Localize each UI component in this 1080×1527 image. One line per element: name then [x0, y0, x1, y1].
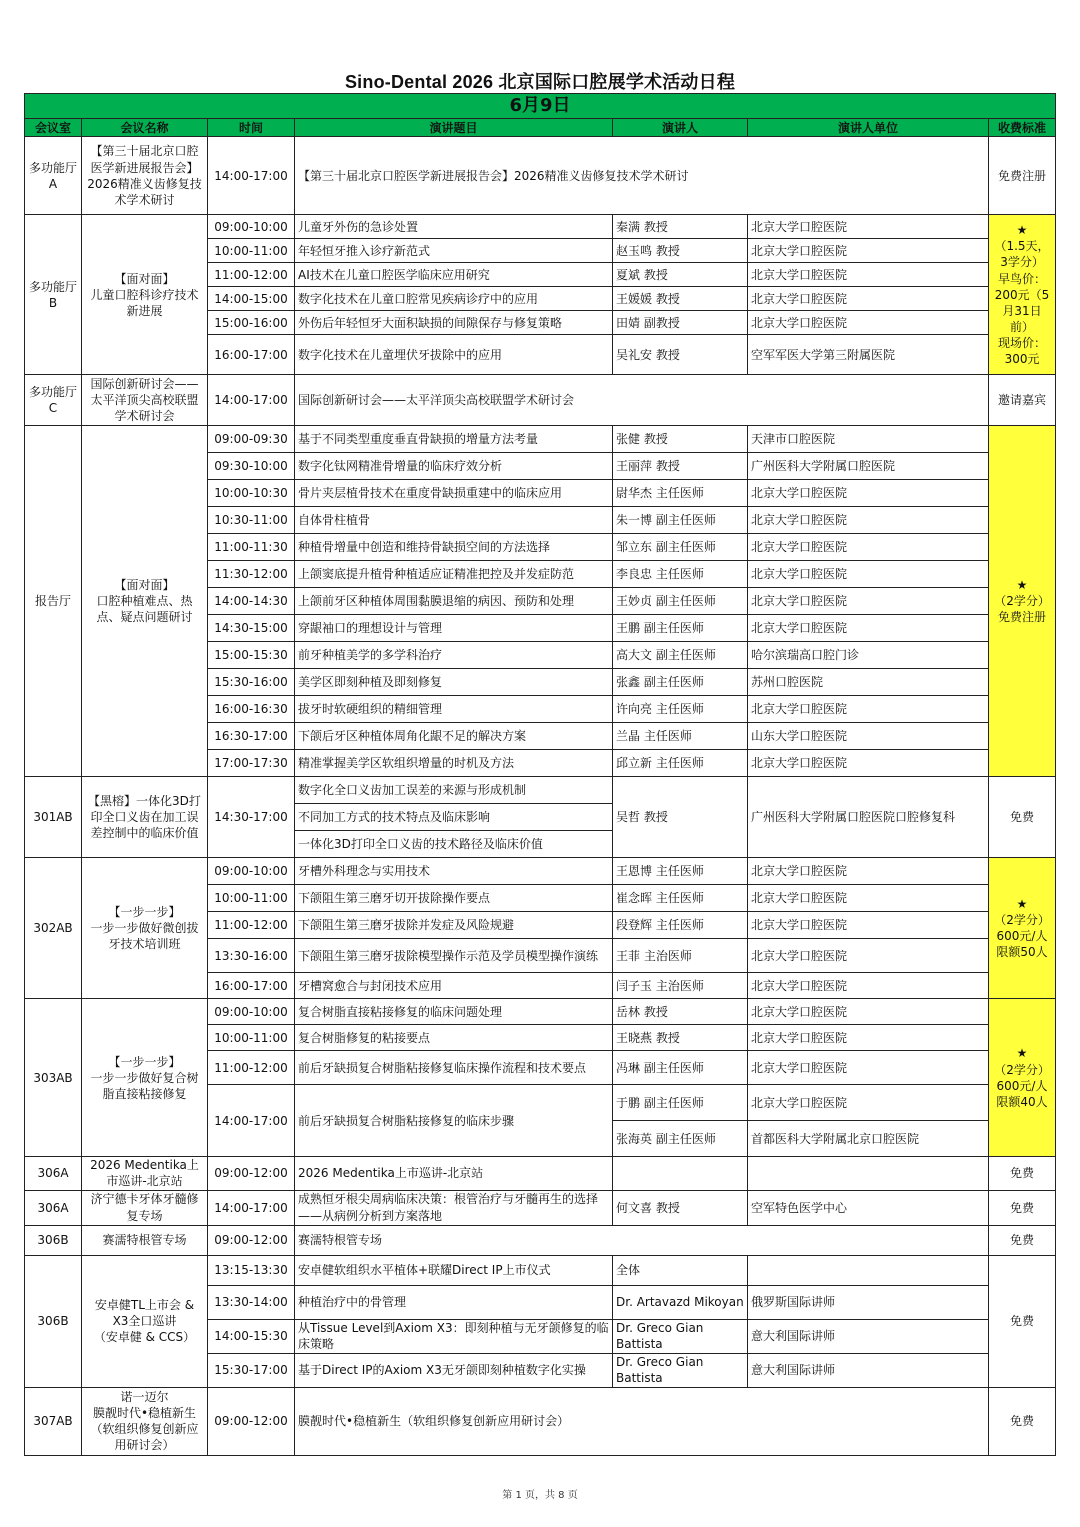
topic-cell: 儿童牙外伤的急诊处置 [295, 215, 613, 239]
speaker-cell: 田婧 副教授 [613, 311, 748, 335]
topic-cell: 前后牙缺损复合树脂粘接修复临床操作流程和技术要点 [295, 1051, 613, 1085]
topic-cell: 牙槽外科理念与实用技术 [295, 858, 613, 885]
affiliation-cell [748, 1255, 989, 1285]
header-row [25, 119, 1056, 137]
speaker-cell: 王妙贞 副主任医师 [613, 588, 748, 615]
table-row [25, 1157, 1056, 1190]
affiliation-cell: 北京大学口腔医院 [748, 534, 989, 561]
topic-cell: 基于不同类型重度垂直骨缺损的增量方法考量 [295, 426, 613, 453]
affiliation-cell: 北京大学口腔医院 [748, 507, 989, 534]
topic-cell: 前牙种植美学的多学科治疗 [295, 642, 613, 669]
time-cell: 17:00-17:30 [208, 750, 295, 777]
time-cell: 15:30-17:00 [208, 1353, 295, 1387]
topic-cell: 一体化3D打印全口义齿的技术路径及临床价值 [295, 831, 613, 858]
affiliation-cell: 北京大学口腔医院 [748, 615, 989, 642]
time-cell: 11:00-12:00 [208, 263, 295, 287]
room-cell: 306A [25, 1190, 82, 1225]
affiliation-cell: 北京大学口腔医院 [748, 1051, 989, 1085]
room-cell: 多功能厅 B [25, 215, 82, 375]
fee-cell: 免费 [989, 1255, 1056, 1387]
page-footer: 第 1 页，共 8 页 [502, 1490, 578, 1501]
topic-cell: 穿龈袖口的理想设计与管理 [295, 615, 613, 642]
speaker-cell: 邱立新 主任医师 [613, 750, 748, 777]
time-cell: 10:00-10:30 [208, 480, 295, 507]
time-cell: 09:00-10:00 [208, 215, 295, 239]
fee-cell: ★ （2学分） 600元/人 限额50人 [989, 858, 1056, 999]
fee-cell: 免费 [989, 1190, 1056, 1225]
speaker-cell: 王晓燕 教授 [613, 1025, 748, 1051]
meeting-name-cell: 2026 Medentika上市巡讲-北京站 [82, 1157, 208, 1190]
time-cell: 11:00-12:00 [208, 1051, 295, 1085]
topic-cell: 牙槽窝愈合与封闭技术应用 [295, 973, 613, 999]
speaker-cell: 崔念晖 主任医师 [613, 885, 748, 912]
table-row [25, 375, 1056, 426]
topic-cell: 复合树脂修复的粘接要点 [295, 1025, 613, 1051]
topic-cell: 上颌窦底提升植骨种植适应证精准把控及并发症防范 [295, 561, 613, 588]
table-row [25, 426, 1056, 453]
time-cell: 11:00-12:00 [208, 912, 295, 939]
meeting-name-cell: 【黑榕】一体化3D打印全口义齿在加工误差控制中的临床价值 [82, 777, 208, 858]
time-cell: 15:00-15:30 [208, 642, 295, 669]
affiliation-cell: 俄罗斯国际讲师 [748, 1285, 989, 1319]
topic-cell: 膜靓时代•稳植新生（软组织修复创新应用研讨会） [295, 1387, 989, 1455]
speaker-cell: 吴哲 教授 [613, 777, 748, 858]
affiliation-cell: 北京大学口腔医院 [748, 287, 989, 311]
meeting-name-cell: 国际创新研讨会——太平洋顶尖高校联盟学术研讨会 [82, 375, 208, 426]
time-cell: 14:00-15:00 [208, 287, 295, 311]
speaker-cell: 夏斌 教授 [613, 263, 748, 287]
time-cell: 14:30-17:00 [208, 777, 295, 858]
topic-cell: 2026 Medentika上市巡讲-北京站 [295, 1157, 613, 1190]
speaker-cell: 许向亮 主任医师 [613, 696, 748, 723]
time-cell: 15:00-16:00 [208, 311, 295, 335]
affiliation-cell: 北京大学口腔医院 [748, 939, 989, 973]
topic-cell: 安卓健软组织水平植体+联耀Direct IP上市仪式 [295, 1255, 613, 1285]
topic-cell: 年轻恒牙推入诊疗新范式 [295, 239, 613, 263]
topic-cell: 复合树脂直接粘接修复的临床问题处理 [295, 999, 613, 1025]
time-cell: 09:00-12:00 [208, 1225, 295, 1255]
speaker-cell: 岳林 教授 [613, 999, 748, 1025]
speaker-cell: 秦满 教授 [613, 215, 748, 239]
speaker-cell: 尉华杰 主任医师 [613, 480, 748, 507]
speaker-cell: Dr. Greco Gian Battista [613, 1353, 748, 1387]
affiliation-cell: 北京大学口腔医院 [748, 750, 989, 777]
affiliation-cell: 北京大学口腔医院 [748, 263, 989, 287]
fee-cell: 免费 [989, 1387, 1056, 1455]
topic-cell: 美学区即刻种植及即刻修复 [295, 669, 613, 696]
time-cell: 11:30-12:00 [208, 561, 295, 588]
meeting-name-cell: 【面对面】 儿童口腔科诊疗技术新进展 [82, 215, 208, 375]
time-cell: 16:00-17:00 [208, 973, 295, 999]
affiliation-cell: 北京大学口腔医院 [748, 696, 989, 723]
speaker-cell: 何文喜 教授 [613, 1190, 748, 1225]
speaker-cell: 李良忠 主任医师 [613, 561, 748, 588]
col-header-meeting: 会议名称 [82, 119, 208, 137]
table-row [25, 1387, 1056, 1455]
topic-cell: 下颌阻生第三磨牙拔除模型操作示范及学员模型操作演练 [295, 939, 613, 973]
affiliation-cell: 北京大学口腔医院 [748, 215, 989, 239]
affiliation-cell: 山东大学口腔医院 [748, 723, 989, 750]
time-cell: 09:00-12:00 [208, 1157, 295, 1190]
affiliation-cell: 意大利国际讲师 [748, 1353, 989, 1387]
speaker-cell: 王鹏 副主任医师 [613, 615, 748, 642]
speaker-cell: 王媛媛 教授 [613, 287, 748, 311]
affiliation-cell: 北京大学口腔医院 [748, 588, 989, 615]
room-cell: 306A [25, 1157, 82, 1190]
meeting-name-cell: 安卓健TL上市会 & X3全口巡讲 （安卓健 & CCS） [82, 1255, 208, 1387]
col-header-time: 时间 [208, 119, 295, 137]
time-cell: 14:00-17:00 [208, 1190, 295, 1225]
affiliation-cell: 天津市口腔医院 [748, 426, 989, 453]
affiliation-cell: 北京大学口腔医院 [748, 1085, 989, 1121]
time-cell: 14:00-15:30 [208, 1319, 295, 1353]
affiliation-cell: 北京大学口腔医院 [748, 885, 989, 912]
affiliation-cell: 广州医科大学附属口腔医院口腔修复科 [748, 777, 989, 858]
table-row [25, 858, 1056, 885]
schedule-date: 6月9日 [25, 94, 1056, 119]
fee-cell: ★ （2学分） 600元/人 限额40人 [989, 999, 1056, 1157]
speaker-cell: 邹立东 副主任医师 [613, 534, 748, 561]
meeting-name-cell: 赛濡特根管专场 [82, 1225, 208, 1255]
affiliation-cell: 哈尔滨瑞高口腔门诊 [748, 642, 989, 669]
topic-cell: 下颌阻生第三磨牙拔除并发症及风险规避 [295, 912, 613, 939]
col-header-fee: 收费标准 [989, 119, 1056, 137]
topic-cell: 从Tissue Level到Axiom X3：即刻种植与无牙颌修复的临床策略 [295, 1319, 613, 1353]
speaker-cell: Dr. Artavazd Mikoyan [613, 1285, 748, 1319]
affiliation-cell: 意大利国际讲师 [748, 1319, 989, 1353]
room-cell: 301AB [25, 777, 82, 858]
affiliation-cell: 北京大学口腔医院 [748, 239, 989, 263]
speaker-cell: 赵玉鸣 教授 [613, 239, 748, 263]
table-row [25, 999, 1056, 1025]
speaker-cell: 于鹏 副主任医师 [613, 1085, 748, 1121]
table-row [25, 137, 1056, 215]
topic-cell: 拔牙时软硬组织的精细管理 [295, 696, 613, 723]
room-cell: 报告厅 [25, 426, 82, 777]
speaker-cell: 全体 [613, 1255, 748, 1285]
speaker-cell: 王丽萍 教授 [613, 453, 748, 480]
topic-cell: 不同加工方式的技术特点及临床影响 [295, 804, 613, 831]
topic-cell: 外伤后年轻恒牙大面积缺损的间隙保存与修复策略 [295, 311, 613, 335]
time-cell: 14:00-17:00 [208, 375, 295, 426]
time-cell: 10:00-11:00 [208, 885, 295, 912]
time-cell: 13:30-16:00 [208, 939, 295, 973]
speaker-cell [613, 1157, 748, 1190]
time-cell: 16:00-16:30 [208, 696, 295, 723]
affiliation-cell: 北京大学口腔医院 [748, 912, 989, 939]
time-cell: 16:00-17:00 [208, 335, 295, 375]
time-cell: 14:00-17:00 [208, 1085, 295, 1157]
speaker-cell: 王菲 主治医师 [613, 939, 748, 973]
room-cell: 302AB [25, 858, 82, 999]
topic-cell: 国际创新研讨会——太平洋顶尖高校联盟学术研讨会 [295, 375, 989, 426]
topic-cell: 下颌阻生第三磨牙切开拔除操作要点 [295, 885, 613, 912]
room-cell: 303AB [25, 999, 82, 1157]
topic-cell: 成熟恒牙根尖周病临床决策：根管治疗与牙髓再生的选择——从病例分析到方案落地 [295, 1190, 613, 1225]
topic-cell: 数字化钛网精准骨增量的临床疗效分析 [295, 453, 613, 480]
time-cell: 16:30-17:00 [208, 723, 295, 750]
affiliation-cell: 北京大学口腔医院 [748, 858, 989, 885]
time-cell: 13:30-14:00 [208, 1285, 295, 1319]
affiliation-cell: 北京大学口腔医院 [748, 1025, 989, 1051]
fee-cell: 邀请嘉宾 [989, 375, 1056, 426]
meeting-name-cell: 【一步一步】 一步一步做好复合树脂直接粘接修复 [82, 999, 208, 1157]
time-cell: 14:00-17:00 [208, 137, 295, 215]
fee-cell: 免费注册 [989, 137, 1056, 215]
table-row [25, 1225, 1056, 1255]
meeting-name-cell: 【面对面】 口腔种植难点、热点、疑点问题研讨 [82, 426, 208, 777]
affiliation-cell: 北京大学口腔医院 [748, 311, 989, 335]
time-cell: 09:00-12:00 [208, 1387, 295, 1455]
fee-cell: ★ （2学分） 免费注册 [989, 426, 1056, 777]
room-cell: 306B [25, 1255, 82, 1387]
table-row [25, 1255, 1056, 1285]
room-cell: 多功能厅 A [25, 137, 82, 215]
speaker-cell: Dr. Greco Gian Battista [613, 1319, 748, 1353]
affiliation-cell [748, 1157, 989, 1190]
fee-cell: ★ （1.5天，3学分） 早鸟价：200元（5月31日前） 现场价：300元 [989, 215, 1056, 375]
time-cell: 14:00-14:30 [208, 588, 295, 615]
topic-cell: 骨片夹层植骨技术在重度骨缺损重建中的临床应用 [295, 480, 613, 507]
col-header-room: 会议室 [25, 119, 82, 137]
topic-cell: 上颌前牙区种植体周围黏膜退缩的病因、预防和处理 [295, 588, 613, 615]
table-row [25, 1190, 1056, 1225]
meeting-name-cell: 【一步一步】 一步一步做好微创拔牙技术培训班 [82, 858, 208, 999]
affiliation-cell: 北京大学口腔医院 [748, 561, 989, 588]
room-cell: 多功能厅 C [25, 375, 82, 426]
time-cell: 13:15-13:30 [208, 1255, 295, 1285]
speaker-cell: 张健 教授 [613, 426, 748, 453]
speaker-cell: 张鑫 副主任医师 [613, 669, 748, 696]
speaker-cell: 张海英 副主任医师 [613, 1121, 748, 1157]
affiliation-cell: 空军军医大学第三附属医院 [748, 335, 989, 375]
affiliation-cell: 北京大学口腔医院 [748, 973, 989, 999]
speaker-cell: 朱一博 副主任医师 [613, 507, 748, 534]
time-cell: 09:00-09:30 [208, 426, 295, 453]
topic-cell: 精准掌握美学区软组织增量的时机及方法 [295, 750, 613, 777]
time-cell: 15:30-16:00 [208, 669, 295, 696]
time-cell: 11:00-11:30 [208, 534, 295, 561]
time-cell: 09:30-10:00 [208, 453, 295, 480]
speaker-cell: 高大文 副主任医师 [613, 642, 748, 669]
topic-cell: 前后牙缺损复合树脂粘接修复的临床步骤 [295, 1085, 613, 1157]
table-row [25, 215, 1056, 239]
schedule-table [24, 93, 1056, 1456]
speaker-cell: 段登辉 主任医师 [613, 912, 748, 939]
affiliation-cell: 空军特色医学中心 [748, 1190, 989, 1225]
affiliation-cell: 广州医科大学附属口腔医院 [748, 453, 989, 480]
speaker-cell: 冯琳 副主任医师 [613, 1051, 748, 1085]
topic-cell: 自体骨柱植骨 [295, 507, 613, 534]
date-row [25, 94, 1056, 119]
affiliation-cell: 首都医科大学附属北京口腔医院 [748, 1121, 989, 1157]
meeting-name-cell: 诺一迈尔 膜靓时代•稳植新生 （软组织修复创新应用研讨会） [82, 1387, 208, 1455]
affiliation-cell: 北京大学口腔医院 [748, 999, 989, 1025]
topic-cell: AI技术在儿童口腔医学临床应用研究 [295, 263, 613, 287]
speaker-cell: 王恩博 主任医师 [613, 858, 748, 885]
topic-cell: 数字化全口义齿加工误差的来源与形成机制 [295, 777, 613, 804]
topic-cell: 下颌后牙区种植体周角化龈不足的解决方案 [295, 723, 613, 750]
topic-cell: 种植骨增量中创造和维持骨缺损空间的方法选择 [295, 534, 613, 561]
topic-cell: 数字化技术在儿童口腔常见疾病诊疗中的应用 [295, 287, 613, 311]
col-header-speaker: 演讲人 [613, 119, 748, 137]
time-cell: 10:00-11:00 [208, 1025, 295, 1051]
time-cell: 10:00-11:00 [208, 239, 295, 263]
topic-cell: 种植治疗中的骨管理 [295, 1285, 613, 1319]
topic-cell: 数字化技术在儿童埋伏牙拔除中的应用 [295, 335, 613, 375]
speaker-cell: 吴礼安 教授 [613, 335, 748, 375]
page-title: Sino-Dental 2026 北京国际口腔展学术活动日程 [344, 72, 736, 92]
speaker-cell: 闫子玉 主治医师 [613, 973, 748, 999]
time-cell: 10:30-11:00 [208, 507, 295, 534]
fee-cell: 免费 [989, 1225, 1056, 1255]
time-cell: 09:00-10:00 [208, 999, 295, 1025]
room-cell: 307AB [25, 1387, 82, 1455]
meeting-name-cell: 济宁德卡牙体牙髓修复专场 [82, 1190, 208, 1225]
fee-cell: 免费 [989, 777, 1056, 858]
speaker-cell: 兰晶 主任医师 [613, 723, 748, 750]
table-row [25, 777, 1056, 804]
time-cell: 09:00-10:00 [208, 858, 295, 885]
col-header-affiliation: 演讲人单位 [748, 119, 989, 137]
topic-cell: 赛濡特根管专场 [295, 1225, 989, 1255]
time-cell: 14:30-15:00 [208, 615, 295, 642]
col-header-topic: 演讲题目 [295, 119, 613, 137]
topic-cell: 基于Direct IP的Axiom X3无牙颌即刻种植数字化实操 [295, 1353, 613, 1387]
affiliation-cell: 苏州口腔医院 [748, 669, 989, 696]
room-cell: 306B [25, 1225, 82, 1255]
affiliation-cell: 北京大学口腔医院 [748, 480, 989, 507]
topic-cell: 【第三十届北京口腔医学新进展报告会】2026精准义齿修复技术学术研讨 [295, 137, 989, 215]
fee-cell: 免费 [989, 1157, 1056, 1190]
meeting-name-cell: 【第三十届北京口腔医学新进展报告会】2026精准义齿修复技术学术研讨 [82, 137, 208, 215]
